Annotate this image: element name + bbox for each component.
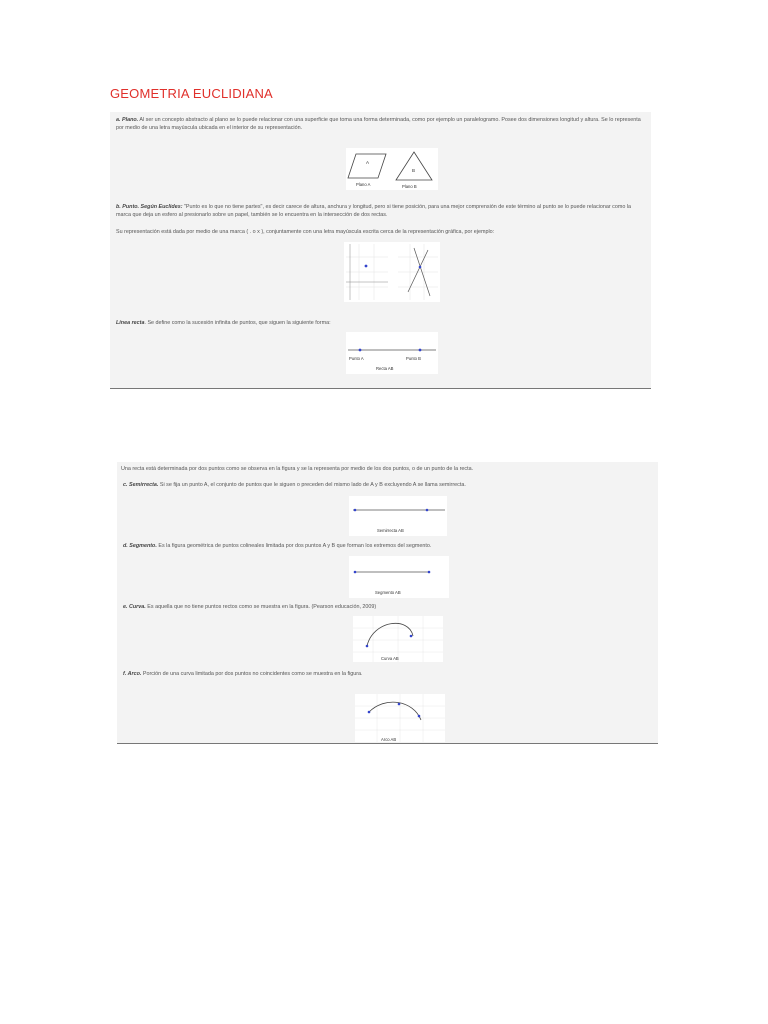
curva-figure bbox=[353, 616, 443, 662]
curva-paragraph bbox=[123, 603, 653, 611]
linea-paragraph bbox=[116, 319, 646, 327]
segmento-paragraph bbox=[123, 542, 653, 550]
punto-a-caption: Punto A bbox=[349, 356, 364, 361]
segmento-text: Es la figura geométrica de puntos colineales limitada por dos puntos A y B que forman los extremos del segmento. bbox=[158, 543, 432, 549]
linea-text: . Se define como la sucesión infinita de puntos, que siguen la siguiente forma: bbox=[144, 320, 331, 326]
arco-text: Porción de una curva limitada por dos puntos no coincidentes como se muestra en la figura. bbox=[142, 671, 363, 677]
punto-b-caption: Punto B bbox=[406, 356, 421, 361]
plano-text: Al ser un concepto abstracto al plano se lo puede relacionar con una superficie que toma una forma determinada, como por ejemplo un paralelogramo. Posee dos dimensiones longitud y altura. Se lo representa por medio de una letra mayúscula ubicada en el interior de su representación. bbox=[116, 117, 641, 131]
punto-figure bbox=[344, 242, 440, 302]
recta-figure bbox=[346, 332, 438, 374]
arco-caption: Arco AB bbox=[381, 737, 397, 742]
curva-caption: Curva AB bbox=[381, 656, 399, 661]
curva-text: Es aquella que no tiene puntos rectos como se muestra en la figura. (Pearson educación, 2009) bbox=[147, 604, 377, 610]
punto-label: b. Punto. Según Euclides: bbox=[116, 204, 183, 210]
segmento-caption: Segmento AB bbox=[375, 590, 401, 595]
segmento-figure bbox=[349, 556, 449, 598]
punto-paragraph bbox=[116, 203, 646, 219]
plano-a-caption: Plano A bbox=[356, 182, 371, 187]
recta-caption: Recta AB bbox=[376, 366, 394, 371]
arco-paragraph bbox=[123, 670, 653, 678]
segmento-label: d. Segmento. bbox=[123, 543, 157, 549]
recta-def-text: Una recta está determinada por dos puntos como se observa en la figura y se la representa por medio de los dos puntos, o de un punto de la recta. bbox=[121, 466, 474, 472]
plano-paragraph bbox=[116, 116, 646, 132]
punto-text: "Punto es lo que no tiene partes", es decir carece de altura, anchura y longitud, pero si tiene posición, para una mejor comprensión de este término al punto se lo puede relacionar como la marca que deja un esfero al presionarlo sobre un papel, también se lo encuentra en la intersección de dos rectas. bbox=[116, 204, 632, 218]
semirrecta-label: c. Semirrecta. bbox=[123, 482, 159, 488]
semirrecta-text: Si se fija un punto A, el conjunto de puntos que le siguen o preceden del mismo lado de A y B excluyendo A se llama semirrecta. bbox=[159, 482, 466, 488]
arco-figure bbox=[355, 694, 445, 742]
curva-label: e. Curva. bbox=[123, 604, 146, 610]
plano-b-letter: B bbox=[412, 168, 416, 173]
plano-label: a. Plano. bbox=[116, 117, 139, 123]
semirrecta-figure bbox=[349, 496, 447, 536]
plano-a-letter: A bbox=[366, 160, 370, 165]
document-title: GEOMETRIA EUCLIDIANA bbox=[110, 86, 273, 101]
geometry-panel-2 bbox=[117, 462, 658, 744]
arco-label: f. Arco. bbox=[123, 671, 142, 677]
plano-figure bbox=[346, 148, 438, 190]
semirrecta-paragraph bbox=[123, 481, 653, 489]
geometry-panel-1 bbox=[110, 112, 651, 389]
linea-label: Línea recta bbox=[116, 320, 145, 326]
semirrecta-caption: Semirrecta AB bbox=[377, 528, 404, 533]
plano-b-caption: Plano B bbox=[402, 184, 417, 189]
punto-repr-text: Su representación está dada por medio de una marca ( . o x ), conjuntamente con una letra mayúscula escrita cerca de la representación gráfica, por ejemplo: bbox=[116, 229, 495, 235]
